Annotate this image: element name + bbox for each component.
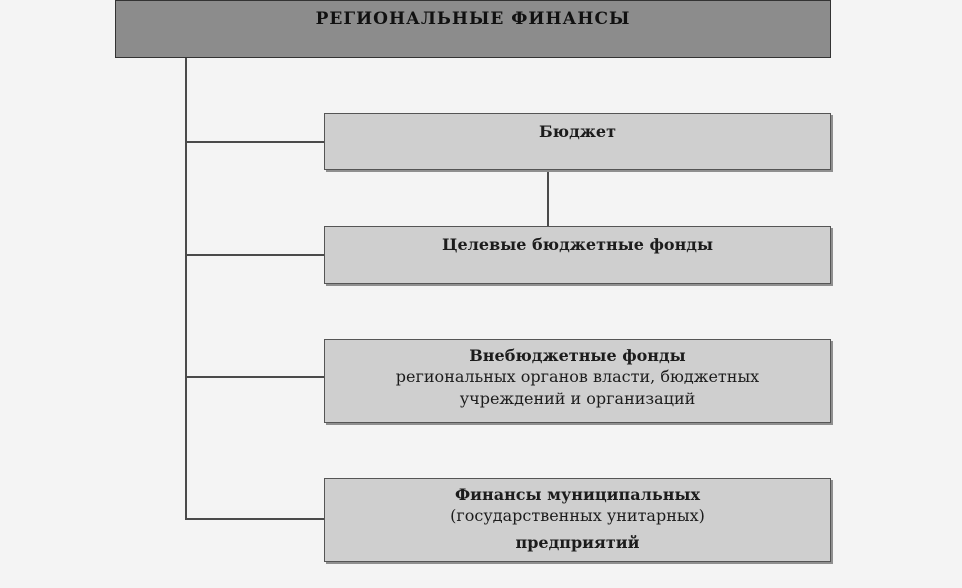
target-funds-box: [324, 226, 831, 284]
target-funds-title: Целевые бюджетные фонды: [441, 235, 713, 254]
branch-connector-municipal: [185, 518, 324, 520]
municipal-finance-line2: предприятий: [515, 533, 640, 552]
branch-connector-extra-budget: [185, 376, 324, 378]
extra-budget-funds-box: [324, 339, 831, 423]
trunk-connector: [185, 58, 187, 520]
municipal-finance-line1: (государственных унитарных): [450, 506, 705, 525]
extra-budget-funds-line2: учреждений и организаций: [459, 389, 696, 408]
root-box: [115, 0, 831, 58]
extra-budget-funds-title: Внебюджетные фонды: [469, 346, 686, 365]
extra-budget-funds-line1: региональных органов власти, бюджетных: [395, 367, 760, 386]
municipal-finance-title: Финансы муниципальных: [454, 485, 701, 504]
root-title: РЕГИОНАЛЬНЫЕ ФИНАНСЫ: [315, 9, 631, 29]
branch-connector-budget: [185, 141, 324, 143]
municipal-finance-box: [324, 478, 831, 562]
budget-to-target-connector: [547, 170, 549, 226]
budget-title: Бюджет: [539, 122, 616, 141]
budget-box: [324, 113, 831, 170]
branch-connector-target-funds: [185, 254, 324, 256]
